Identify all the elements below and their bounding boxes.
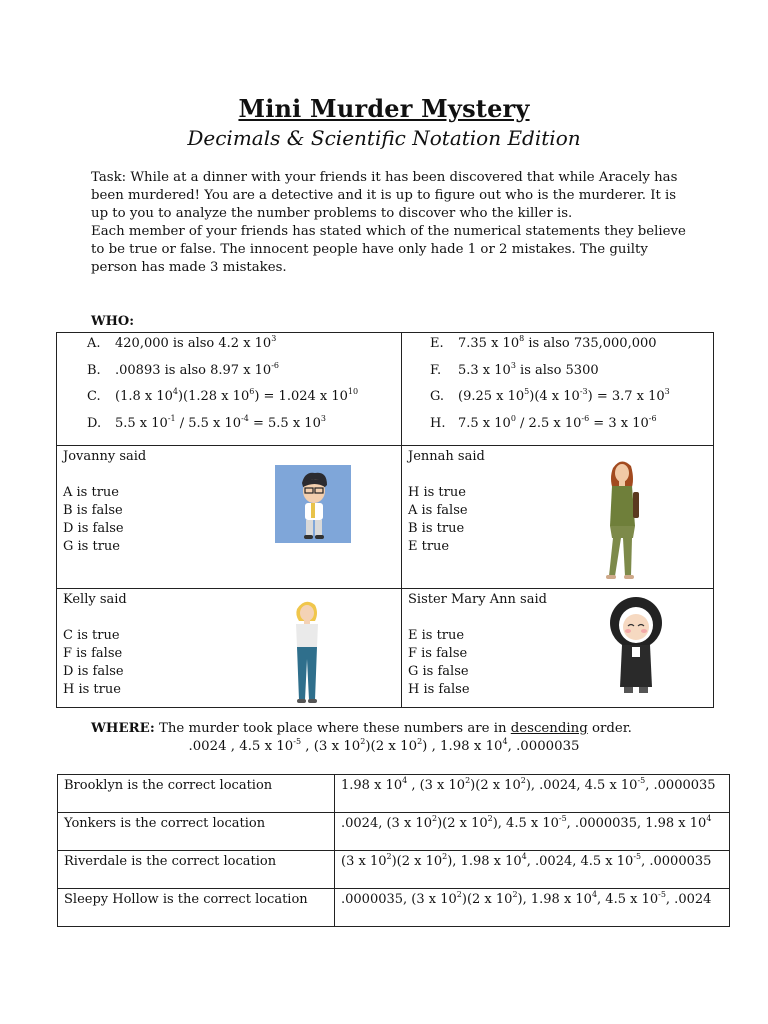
- statement-f: F. 5.3 x $10^3$ is also 5300: [430, 360, 599, 378]
- mary-ann-illustration: [606, 595, 666, 699]
- where-instruction: [91, 721, 691, 736]
- jennah-illustration: [597, 456, 647, 584]
- table-row: [58, 775, 730, 813]
- claim: E true: [408, 539, 450, 554]
- claim: D is false: [63, 521, 124, 536]
- where-text-after: order.: [591, 721, 632, 736]
- task-paragraph-2: Each member of your friends has stated which of the numerical statements they believe to be true or false. The innocent people have only hade 1 or 2 mistakes. The guilty person has made 3 mistakes.: [91, 224, 686, 275]
- suspect-jovanny-cell: [57, 446, 402, 589]
- suspect-jennah-claims: [408, 484, 707, 556]
- statement-e: E. 7.35 x $10^8$ is also 735,000,000: [430, 334, 657, 351]
- suspect-jovanny-name: Jovanny said: [63, 449, 147, 464]
- location-name: Riverdale is the correct location: [58, 851, 335, 889]
- jovanny-illustration: [275, 465, 351, 543]
- location-order: 1.98 x $10^4$ , (3 x $10^2)(2$ x $10^2$), .0024, 4.5 x $10^{-5}$, .0000035: [335, 775, 730, 813]
- claim: B is false: [63, 503, 123, 518]
- claim: D is false: [63, 664, 124, 679]
- where-underlined-word: descending: [510, 721, 588, 736]
- statement-c: C. (1.8 x $10^4)(1.28$ x $10^6) = 1.024$ x $10^{10}$: [87, 387, 359, 404]
- suspect-jennah-cell: [402, 446, 714, 589]
- table-row: [58, 889, 730, 927]
- suspect-kelly-name: Kelly said: [63, 592, 127, 607]
- suspect-jennah-name: Jennah said: [408, 449, 485, 464]
- suspect-mary-ann-cell: [402, 589, 714, 708]
- who-label: WHO:: [91, 314, 135, 329]
- table-row: [58, 851, 730, 889]
- page-title: Mini Murder Mystery: [238, 94, 530, 123]
- statement-d: D. 5.5 x $10^{-1} / 5.5$ x $10^{-4} = 5.5$ x $10^3$: [87, 413, 326, 431]
- statements-left-cell: [57, 333, 402, 446]
- claim: A is false: [408, 503, 468, 518]
- where-text-before: The murder took place where these numbers are in: [158, 721, 507, 736]
- claim: A is true: [63, 485, 119, 500]
- table-row: [58, 813, 730, 851]
- suspect-kelly-claims: [63, 627, 395, 699]
- claim: E is true: [408, 628, 465, 643]
- statement-h: H. 7.5 x $10^0 / 2.5$ x $10^{-6} = 3$ x $10^{-6}$: [430, 413, 657, 431]
- kelly-illustration: [285, 597, 329, 707]
- task-description: [91, 169, 691, 277]
- location-table: [57, 774, 730, 927]
- statement-b: B. .00893 is also 8.97 x $10^{-6}$: [87, 360, 279, 378]
- where-numbers: .0024 , 4.5 x $10^{-5}$ , (3 x $10^2)(2$ x $10^2$) , 1.98 x $10^4$, .0000035: [188, 737, 580, 754]
- claim: F is false: [63, 646, 123, 661]
- suspect-mary-ann-name: Sister Mary Ann said: [408, 592, 547, 607]
- claim: B is true: [408, 521, 465, 536]
- statement-g: G. (9.25 x $10^5)(4$ x $10^{-3}) = 3.7$ x $10^3$: [430, 387, 670, 404]
- claim: H is false: [408, 682, 470, 697]
- statements-right-cell: [402, 333, 714, 446]
- claim: F is false: [408, 646, 468, 661]
- location-name: Yonkers is the correct location: [58, 813, 335, 851]
- claim: G is true: [63, 539, 120, 554]
- page-subtitle: Decimals & Scientific Notation Edition: [187, 126, 581, 150]
- location-name: Brooklyn is the correct location: [58, 775, 335, 813]
- claim: G is false: [408, 664, 469, 679]
- claim: H is true: [408, 485, 466, 500]
- suspect-kelly-cell: [57, 589, 402, 708]
- location-order: .0024, (3 x $10^2)(2$ x $10^2$), 4.5 x $10^{-5}$, .0000035, 1.98 x $10^4$: [335, 813, 730, 851]
- claim: H is true: [63, 682, 121, 697]
- statement-a: A. 420,000 is also 4.2 x $10^3$: [87, 334, 277, 351]
- location-order: .0000035, (3 x $10^2)(2$ x $10^2$), 1.98 x $10^4$, 4.5 x $10^{-5}$, .0024: [335, 889, 730, 927]
- claim: C is true: [63, 628, 120, 643]
- where-label: WHERE:: [91, 721, 155, 736]
- location-name: Sleepy Hollow is the correct location: [58, 889, 335, 927]
- location-order: (3 x $10^2)(2$ x $10^2$), 1.98 x $10^4$, .0024, 4.5 x $10^{-5}$, .0000035: [335, 851, 730, 889]
- task-paragraph-1: Task: While at a dinner with your friends it has been discovered that while Aracely has been murdered! You are a detective and it is up to figure out who is the murderer. It is up to you to analyze the number problems to discover who the killer is.: [91, 170, 678, 221]
- who-table: [56, 332, 714, 708]
